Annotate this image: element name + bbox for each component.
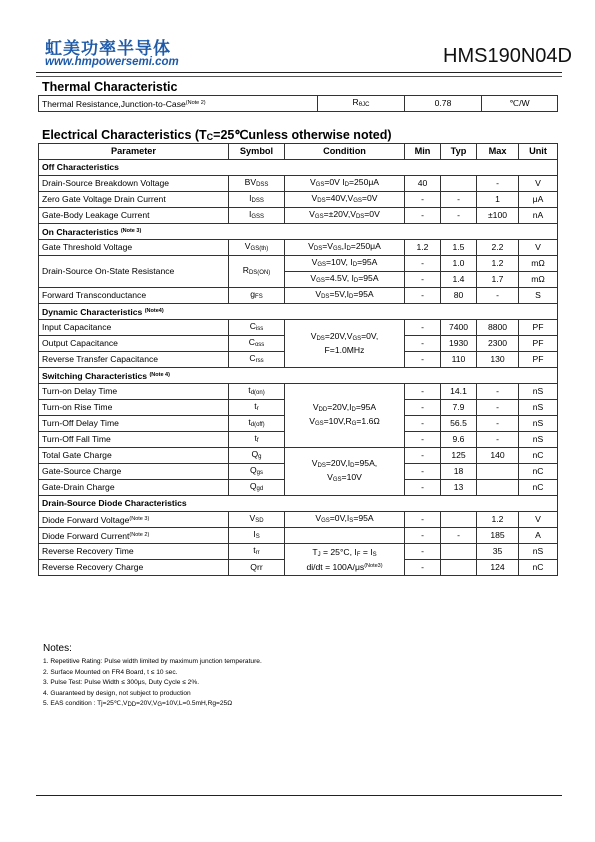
- param-cell: Diode Forward Voltage$^{(Note 3)}$: [39, 512, 229, 528]
- param-cell: Turn-Off Fall Time: [39, 432, 229, 448]
- col-parameter: Parameter: [39, 144, 229, 160]
- condition-cell: $V_{GS}=0V$ $I_D=250\mu A$: [285, 176, 405, 192]
- min-cell: -: [405, 512, 441, 528]
- typ-cell: 110: [441, 352, 477, 368]
- unit-cell: nS: [519, 544, 558, 560]
- max-cell: 1.2: [477, 512, 519, 528]
- symbol-cell: $V_{SD}$: [229, 512, 285, 528]
- param-cell: Gate Threshold Voltage: [39, 240, 229, 256]
- col-typ: Typ: [441, 144, 477, 160]
- symbol-cell: $R_{DS(ON)}$: [229, 256, 285, 288]
- group-dynamic-note: (Note4): [144, 307, 164, 314]
- notes-list: [43, 657, 563, 711]
- note-item: 5. EAS condition : $Tj=25℃,V_{DD}=20V,V_G=10V,L=0.5mH,Rg=25\Omega$: [43, 700, 233, 708]
- header-divider-thin: [36, 76, 562, 77]
- max-cell: 2300: [477, 336, 519, 352]
- max-cell: 1: [477, 192, 519, 208]
- group-row: [39, 224, 558, 240]
- unit-cell: V: [519, 512, 558, 528]
- unit-cell: S: [519, 288, 558, 304]
- typ-cell: 1.4: [441, 272, 477, 288]
- condition-cell: $V_{GS}=0V,I_S=95A$: [285, 512, 405, 528]
- col-min: Min: [405, 144, 441, 160]
- table-row: [39, 448, 558, 464]
- typ-cell: 1.5: [441, 240, 477, 256]
- group-row: [39, 304, 558, 320]
- symbol-cell: $g_{FS}$: [229, 288, 285, 304]
- min-cell: -: [405, 480, 441, 496]
- unit-cell: mΩ: [519, 272, 558, 288]
- notes-title: Notes:: [43, 643, 72, 654]
- max-cell: -: [477, 432, 519, 448]
- min-cell: -: [405, 528, 441, 544]
- note-item: 3. Pulse Test: Pulse Width ≤ 300μs, Duty Cycle ≤ 2%.: [43, 679, 200, 686]
- table-row: [39, 512, 558, 528]
- group-row: [39, 496, 558, 512]
- brand-logo-text: 虹美功率半导体: [45, 39, 171, 59]
- table-row: [39, 96, 558, 112]
- param-cell: Gate-Body Leakage Current: [39, 208, 229, 224]
- thermal-symbol: [318, 96, 405, 112]
- header-row: [39, 144, 558, 160]
- param-cell: Turn-on Rise Time: [39, 400, 229, 416]
- group-on-label: On Characteristics: [42, 226, 119, 237]
- footer-divider: [36, 795, 562, 796]
- typ-cell: 18: [441, 464, 477, 480]
- notes-section: [43, 643, 563, 711]
- param-cell: Input Capacitance: [39, 320, 229, 336]
- unit-cell: nC: [519, 448, 558, 464]
- table-row: [39, 192, 558, 208]
- group-switching-label: Switching Characteristics: [42, 370, 148, 381]
- condition-cell: $V_{DS}=40V,V_{GS}=0V$: [285, 192, 405, 208]
- typ-cell: [441, 512, 477, 528]
- group-row: [39, 368, 558, 384]
- symbol-cell: $BV_{DSS}$: [229, 176, 285, 192]
- max-cell: 1.2: [477, 256, 519, 272]
- param-cell: Diode Forward Current$^{(Note 2)}$: [39, 528, 229, 544]
- min-cell: -: [405, 336, 441, 352]
- min-cell: 40: [405, 176, 441, 192]
- max-cell: 35: [477, 544, 519, 560]
- typ-cell: [441, 544, 477, 560]
- symbol-cell: $I_{DSS}$: [229, 192, 285, 208]
- typ-cell: -: [441, 192, 477, 208]
- max-cell: 185: [477, 528, 519, 544]
- symbol-cell: $V_{GS(th)}$: [229, 240, 285, 256]
- param-cell: Gate-Drain Charge: [39, 480, 229, 496]
- symbol-cell: $C_{iss}$: [229, 320, 285, 336]
- symbol-cell: $t_f$: [229, 432, 285, 448]
- symbol-cell: $Q_{gd}$: [229, 480, 285, 496]
- min-cell: -: [405, 560, 441, 576]
- condition-cell: $V_{GS}=10V$, $I_D=95A$: [285, 256, 405, 272]
- typ-cell: [441, 560, 477, 576]
- symbol-cell: $C_{rss}$: [229, 352, 285, 368]
- min-cell: -: [405, 320, 441, 336]
- param-cell: Drain-Source On-State Resistance: [39, 256, 229, 288]
- unit-cell: nS: [519, 384, 558, 400]
- table-row: [39, 256, 558, 272]
- thermal-param-text: Thermal Resistance,Junction-to-Case: [42, 98, 186, 109]
- unit-cell: nA: [519, 208, 558, 224]
- note-item: 2. Surface Mounted on FR4 Board, t ≤ 10 sec.: [43, 668, 178, 676]
- unit-cell: nS: [519, 416, 558, 432]
- table-row: [39, 240, 558, 256]
- typ-cell: 1.0: [441, 256, 477, 272]
- note-item: 4. Guaranteed by design, not subject to production: [43, 689, 191, 697]
- param-cell: Reverse Recovery Time: [39, 544, 229, 560]
- col-max: Max: [477, 144, 519, 160]
- unit-cell: nS: [519, 400, 558, 416]
- min-cell: -: [405, 400, 441, 416]
- table-row: [39, 528, 558, 544]
- unit-cell: nC: [519, 480, 558, 496]
- condition-cell: [285, 528, 405, 544]
- table-row: [39, 320, 558, 336]
- condition-cell: $V_{GS}=4.5V$, $I_D=95A$: [285, 272, 405, 288]
- unit-cell: mΩ: [519, 256, 558, 272]
- electrical-title-a: Electrical Characteristics (T: [42, 128, 207, 142]
- unit-cell: PF: [519, 352, 558, 368]
- condition-cell: $V_{GS}=\pm 20V,V_{DS}=0V$: [285, 208, 405, 224]
- typ-cell: 125: [441, 448, 477, 464]
- min-cell: -: [405, 544, 441, 560]
- typ-cell: 7400: [441, 320, 477, 336]
- condition-cell: $V_{DS}=20V,V_{GS}=0V$, F=1.0MHz: [285, 320, 405, 368]
- thermal-table: [38, 95, 558, 112]
- table-row: [39, 288, 558, 304]
- typ-cell: 14.1: [441, 384, 477, 400]
- symbol-cell: $Q_g$: [229, 448, 285, 464]
- min-cell: 1.2: [405, 240, 441, 256]
- condition-cell: $V_{DS}=20V,I_D=95A$, $V_{GS}=10V$: [285, 448, 405, 496]
- max-cell: -: [477, 400, 519, 416]
- max-cell: -: [477, 416, 519, 432]
- group-on: [39, 224, 558, 240]
- group-diode: Drain-Source Diode Characteristics: [39, 496, 558, 512]
- condition-cell: $V_{DD}=20V,I_D=95A$ $V_{GS}=10V,R_G=1.6\Omega$: [285, 384, 405, 448]
- min-cell: -: [405, 448, 441, 464]
- min-cell: -: [405, 288, 441, 304]
- condition-cell: $T_J = 25^\circ C$, $I_F = I_S$ $di/dt = 100A/\mu s^{(Note3)}$: [285, 544, 405, 576]
- table-row: [39, 544, 558, 560]
- unit-cell: PF: [519, 320, 558, 336]
- group-switching: [39, 368, 558, 384]
- unit-cell: V: [519, 176, 558, 192]
- param-cell: Turn-Off Delay Time: [39, 416, 229, 432]
- condition-cell: $V_{DS}=V_{GS},I_D=250\mu A$: [285, 240, 405, 256]
- max-cell: -: [477, 176, 519, 192]
- max-cell: 8800: [477, 320, 519, 336]
- symbol-cell: $C_{oss}$: [229, 336, 285, 352]
- param-cell: Drain-Source Breakdown Voltage: [39, 176, 229, 192]
- max-cell: [477, 480, 519, 496]
- param-cell: Reverse Transfer Capacitance: [39, 352, 229, 368]
- col-unit: Unit: [519, 144, 558, 160]
- typ-cell: -: [441, 208, 477, 224]
- max-cell: 2.2: [477, 240, 519, 256]
- symbol-cell: $t_{d(on)}$: [229, 384, 285, 400]
- table-row: [39, 384, 558, 400]
- typ-cell: 56.5: [441, 416, 477, 432]
- typ-cell: -: [441, 528, 477, 544]
- max-cell: -: [477, 384, 519, 400]
- unit-cell: A: [519, 528, 558, 544]
- param-cell: Total Gate Charge: [39, 448, 229, 464]
- symbol-cell: $I_S$: [229, 528, 285, 544]
- symbol-cell: $t_r$: [229, 400, 285, 416]
- max-cell: 130: [477, 352, 519, 368]
- min-cell: -: [405, 464, 441, 480]
- param-cell: Output Capacitance: [39, 336, 229, 352]
- col-symbol: Symbol: [229, 144, 285, 160]
- thermal-unit: ℃/W: [482, 96, 558, 112]
- typ-cell: 7.9: [441, 400, 477, 416]
- part-number: HMS190N04D: [443, 45, 572, 67]
- min-cell: -: [405, 256, 441, 272]
- group-dynamic-label: Dynamic Characteristics: [42, 306, 143, 317]
- group-on-note: (Note 3): [120, 227, 142, 234]
- typ-cell: 1930: [441, 336, 477, 352]
- max-cell: -: [477, 288, 519, 304]
- min-cell: -: [405, 432, 441, 448]
- group-row: [39, 160, 558, 176]
- thermal-param-note: (Note 2): [185, 99, 206, 106]
- min-cell: -: [405, 384, 441, 400]
- header-divider: [36, 72, 562, 73]
- unit-cell: nC: [519, 464, 558, 480]
- max-cell: 124: [477, 560, 519, 576]
- thermal-symbol-sub: θJC: [358, 101, 370, 108]
- table-row: [39, 208, 558, 224]
- symbol-cell: $Q_{gs}$: [229, 464, 285, 480]
- electrical-title: [42, 127, 392, 142]
- thermal-value: 0.78: [405, 96, 482, 112]
- min-cell: -: [405, 416, 441, 432]
- min-cell: -: [405, 192, 441, 208]
- unit-cell: μA: [519, 192, 558, 208]
- max-cell: ±100: [477, 208, 519, 224]
- symbol-cell: $t_{rr}$: [229, 544, 285, 560]
- param-cell: Turn-on Delay Time: [39, 384, 229, 400]
- param-cell: Forward Transconductance: [39, 288, 229, 304]
- condition-cell: $V_{DS}=5V,I_D=95A$: [285, 288, 405, 304]
- thermal-symbol-main: R: [352, 96, 359, 107]
- param-cell: Gate-Source Charge: [39, 464, 229, 480]
- typ-cell: 9.6: [441, 432, 477, 448]
- electrical-title-sub: C: [206, 132, 214, 142]
- typ-cell: 80: [441, 288, 477, 304]
- symbol-cell: $t_{d(off)}$: [229, 416, 285, 432]
- unit-cell: nS: [519, 432, 558, 448]
- brand-url: www.hmpowersemi.com: [45, 56, 179, 68]
- min-cell: -: [405, 352, 441, 368]
- group-off: Off Characteristics: [39, 160, 558, 176]
- param-cell: Reverse Recovery Charge: [39, 560, 229, 576]
- typ-cell: 13: [441, 480, 477, 496]
- table-row: [39, 176, 558, 192]
- group-dynamic: [39, 304, 558, 320]
- symbol-cell: $I_{GSS}$: [229, 208, 285, 224]
- group-switching-note: (Note 4): [149, 371, 170, 378]
- electrical-title-b: =25℃unless otherwise noted): [213, 128, 392, 142]
- min-cell: -: [405, 208, 441, 224]
- max-cell: 140: [477, 448, 519, 464]
- unit-cell: nC: [519, 560, 558, 576]
- unit-cell: V: [519, 240, 558, 256]
- thermal-title: Thermal Characteristic: [42, 80, 178, 94]
- symbol-cell: Qrr: [229, 560, 285, 576]
- param-cell: Zero Gate Voltage Drain Current: [39, 192, 229, 208]
- max-cell: [477, 464, 519, 480]
- unit-cell: PF: [519, 336, 558, 352]
- thermal-param: [39, 96, 318, 112]
- col-condition: Condition: [285, 144, 405, 160]
- note-item: 1. Repetitive Rating: Pulse width limited by maximum junction temperature.: [43, 658, 262, 665]
- max-cell: 1.7: [477, 272, 519, 288]
- electrical-table: [38, 143, 558, 576]
- typ-cell: [441, 176, 477, 192]
- min-cell: -: [405, 272, 441, 288]
